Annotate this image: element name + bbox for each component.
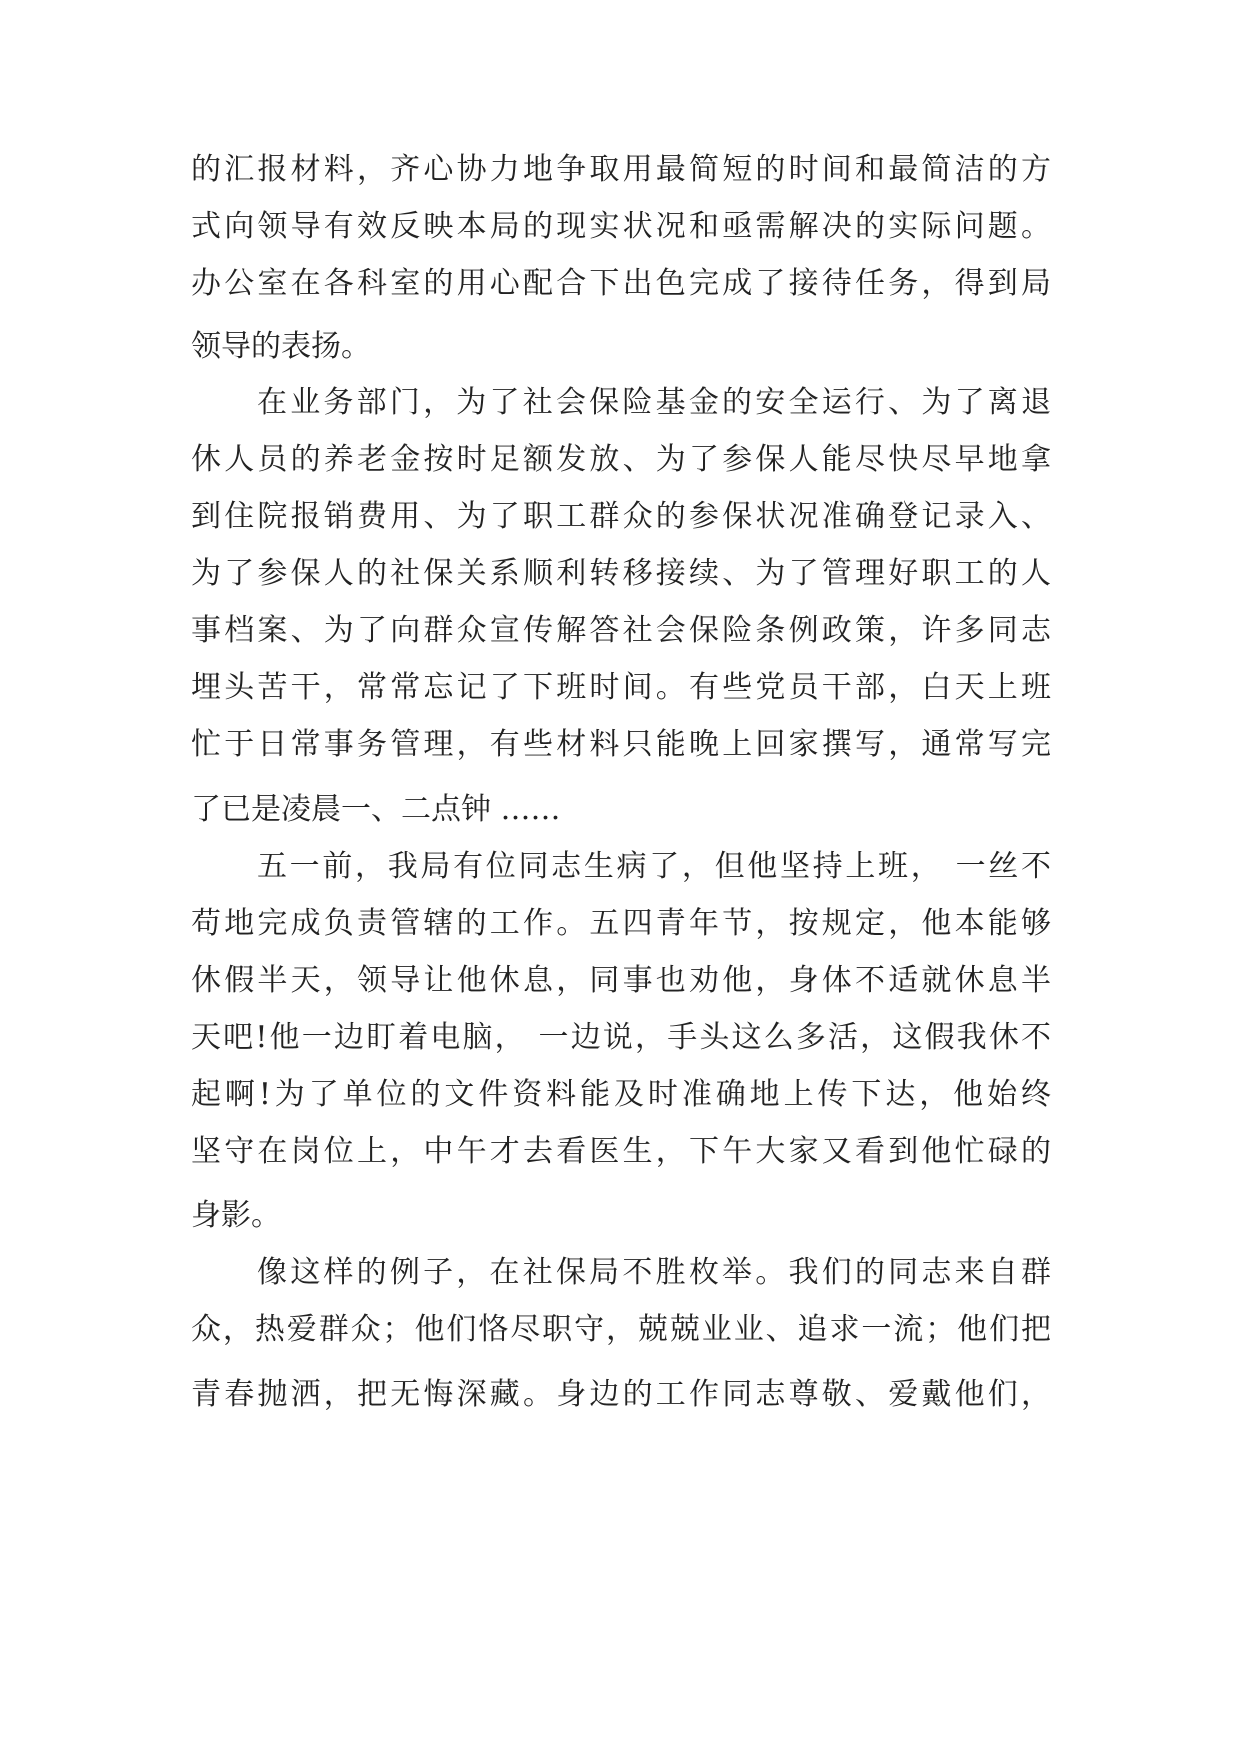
text-line: 身影。 <box>191 1198 281 1233</box>
text-line: 事档案、为了向群众宣传解答社会保险条例政策，许多同志 <box>191 613 1051 648</box>
text-line: 到住院报销费用、为了职工群众的参保状况准确登记录入、 <box>191 499 1051 534</box>
paragraph-first-line: 在业务部门，为了社会保险基金的安全运行、为了离退 <box>257 385 1051 420</box>
text-line: 式向领导有效反映本局的现实状况和亟需解决的实际问题。 <box>191 209 1051 244</box>
text-line: 休假半天，领导让他休息，同事也劝他，身体不适就休息半 <box>191 963 1051 998</box>
paragraph-first-line: 像这样的例子，在社保局不胜枚举。我们的同志来自群 <box>257 1255 1051 1290</box>
text-line: 了已是凌晨一、二点钟 …… <box>191 792 561 827</box>
text-line: 领导的表扬。 <box>191 329 371 364</box>
text-line: 为了参保人的社保关系顺利转移接续、为了管理好职工的人 <box>191 556 1051 591</box>
text-line: 的汇报材料，齐心协力地争取用最简短的时间和最简洁的方 <box>191 152 1051 187</box>
text-line: 苟地完成负责管辖的工作。五四青年节，按规定，他本能够 <box>191 906 1051 941</box>
text-line: 起啊!为了单位的文件资料能及时准确地上传下达，他始终 <box>191 1077 1051 1112</box>
text-line: 办公室在各科室的用心配合下出色完成了接待任务，得到局 <box>191 266 1051 301</box>
text-line: 天吧!他一边盯着电脑， 一边说，手头这么多活，这假我休不 <box>191 1020 1051 1055</box>
text-line: 坚守在岗位上，中午才去看医生，下午大家又看到他忙碌的 <box>191 1134 1051 1169</box>
paragraph-first-line: 五一前，我局有位同志生病了，但他坚持上班， 一丝不 <box>257 849 1051 884</box>
text-line: 休人员的养老金按时足额发放、为了参保人能尽快尽早地拿 <box>191 442 1051 477</box>
text-line: 忙于日常事务管理，有些材料只能晚上回家撰写，通常写完 <box>191 727 1051 762</box>
text-line: 青春抛洒，把无悔深藏。身边的工作同志尊敬、爱戴他们， <box>191 1377 1051 1412</box>
text-line: 埋头苦干，常常忘记了下班时间。有些党员干部，白天上班 <box>191 670 1051 705</box>
text-line: 众，热爱群众；他们恪尽职守，兢兢业业、追求一流；他们把 <box>191 1312 1051 1347</box>
